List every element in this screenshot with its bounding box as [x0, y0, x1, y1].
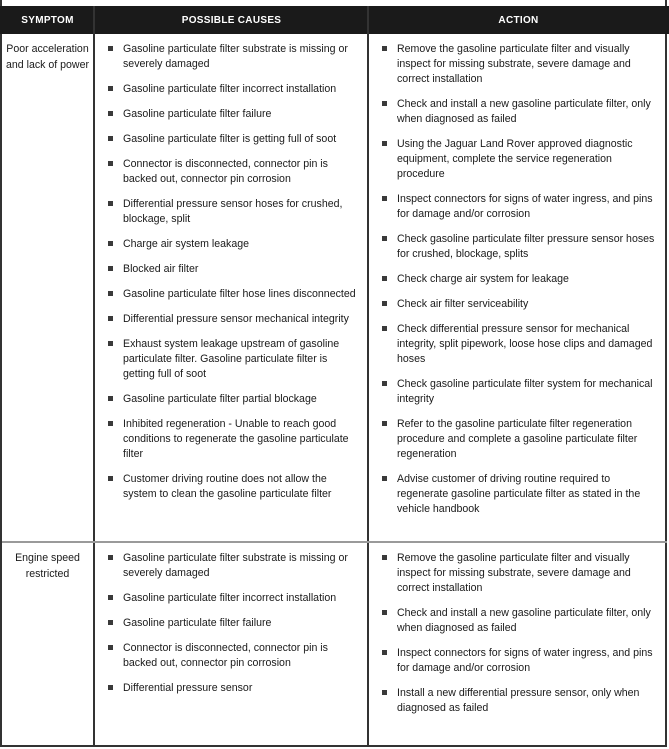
- action-item: [382, 377, 660, 407]
- action-text: Remove the gasoline particulate filter and visually inspect for missing substrate, severe damage and correct installation: [397, 552, 631, 594]
- action-item: [382, 137, 660, 182]
- cause-text: Inhibited regeneration - Unable to reach good conditions to regenerate the gasoline particulate filter: [123, 418, 349, 460]
- cause-text: Differential pressure sensor hoses for crushed, blockage, split: [123, 198, 343, 225]
- action-item: [382, 472, 660, 517]
- cause-item: [108, 107, 360, 122]
- action-text: Check gasoline particulate filter system for mechanical integrity: [397, 378, 653, 405]
- action-text: Inspect connectors for signs of water ingress, and pins for damage and/or corrosion: [397, 647, 653, 674]
- action-item: [382, 322, 660, 367]
- header-action: ACTION: [498, 14, 539, 26]
- bullet-icon: [108, 620, 113, 625]
- bullet-icon: [382, 301, 387, 306]
- bullet-icon: [382, 650, 387, 655]
- action-item: [382, 272, 660, 287]
- action-text: Check differential pressure sensor for mechanical integrity, split pipework, loose hose clips and damaged hoses: [397, 323, 653, 365]
- cause-item: [108, 42, 360, 72]
- action-text: Inspect connectors for signs of water ingress, and pins for damage and/or corrosion: [397, 193, 653, 220]
- action-item: [382, 42, 660, 87]
- bullet-icon: [108, 341, 113, 346]
- bullet-icon: [108, 136, 113, 141]
- cause-item: [108, 417, 360, 462]
- bullet-icon: [382, 101, 387, 106]
- cause-item: [108, 681, 360, 696]
- cause-text: Differential pressure sensor: [123, 682, 253, 694]
- cause-text: Gasoline particulate filter failure: [123, 617, 272, 629]
- cause-text: Charge air system leakage: [123, 238, 250, 250]
- bullet-icon: [108, 46, 113, 51]
- cause-item: [108, 287, 360, 302]
- bullet-icon: [108, 86, 113, 91]
- cause-text: Gasoline particulate filter substrate is missing or severely damaged: [123, 43, 348, 70]
- actions-list: [382, 551, 660, 726]
- cause-item: [108, 472, 360, 502]
- action-item: [382, 686, 660, 716]
- header-possible-causes: POSSIBLE CAUSES: [181, 14, 282, 26]
- action-item: [382, 606, 660, 636]
- actions-list: [382, 42, 660, 527]
- action-text: Check charge air system for leakage: [397, 273, 569, 285]
- cause-text: Blocked air filter: [123, 263, 199, 275]
- cause-text: Gasoline particulate filter incorrect installation: [123, 83, 337, 95]
- action-text: Check gasoline particulate filter pressure sensor hoses for crushed, blockage, splits: [397, 233, 655, 260]
- bullet-icon: [108, 421, 113, 426]
- action-item: [382, 297, 660, 312]
- action-text: Remove the gasoline particulate filter and visually inspect for missing substrate, severe damage and correct installation: [397, 43, 631, 85]
- cause-item: [108, 82, 360, 97]
- cause-text: Gasoline particulate filter failure: [123, 108, 272, 120]
- action-text: Using the Jaguar Land Rover approved diagnostic equipment, complete the service regeneration procedure: [397, 138, 633, 180]
- bullet-icon: [382, 196, 387, 201]
- cause-text: Connector is disconnected, connector pin is backed out, connector pin corrosion: [123, 642, 328, 669]
- bullet-icon: [108, 111, 113, 116]
- cause-text: Gasoline particulate filter incorrect installation: [123, 592, 337, 604]
- bullet-icon: [382, 690, 387, 695]
- cause-text: Gasoline particulate filter partial blockage: [123, 393, 317, 405]
- action-item: [382, 551, 660, 596]
- cause-text: Differential pressure sensor mechanical integrity: [123, 313, 349, 325]
- bullet-icon: [382, 46, 387, 51]
- action-item: [382, 232, 660, 262]
- cause-text: Connector is disconnected, connector pin is backed out, connector pin corrosion: [123, 158, 328, 185]
- bullet-icon: [108, 291, 113, 296]
- cause-item: [108, 591, 360, 606]
- header-symptom: SYMPTOM: [21, 14, 74, 26]
- cause-item: [108, 337, 360, 382]
- bullet-icon: [108, 476, 113, 481]
- bullet-icon: [382, 555, 387, 560]
- action-item: [382, 417, 660, 462]
- bullet-icon: [108, 396, 113, 401]
- action-text: Check and install a new gasoline particulate filter, only when diagnosed as failed: [397, 607, 651, 634]
- symptom-cell: Poor acceleration and lack of power: [5, 43, 90, 71]
- cause-item: [108, 392, 360, 407]
- action-item: [382, 192, 660, 222]
- causes-list: [108, 551, 360, 706]
- bullet-icon: [382, 236, 387, 241]
- action-item: [382, 97, 660, 127]
- action-text: Refer to the gasoline particulate filter regeneration procedure and complete a gasoline particulate filter regeneration: [397, 418, 638, 460]
- action-text: Advise customer of driving routine required to regenerate gasoline particulate filter as stated in the vehicle handbook: [397, 473, 641, 515]
- bullet-icon: [108, 595, 113, 600]
- bullet-icon: [108, 266, 113, 271]
- action-text: Install a new differential pressure sensor, only when diagnosed as failed: [397, 687, 640, 714]
- cause-item: [108, 551, 360, 581]
- action-item: [382, 646, 660, 676]
- action-text: Check air filter serviceability: [397, 298, 529, 310]
- cause-item: [108, 132, 360, 147]
- cause-text: Customer driving routine does not allow the system to clean the gasoline particulate filter: [123, 473, 332, 500]
- cause-item: [108, 312, 360, 327]
- bullet-icon: [108, 161, 113, 166]
- cause-item: [108, 616, 360, 631]
- symptom-cell: Engine speed restricted: [15, 552, 80, 580]
- bullet-icon: [382, 421, 387, 426]
- bullet-icon: [108, 201, 113, 206]
- bullet-icon: [382, 610, 387, 615]
- cause-item: [108, 197, 360, 227]
- cause-item: [108, 237, 360, 252]
- cause-item: [108, 641, 360, 671]
- bullet-icon: [108, 685, 113, 690]
- cause-item: [108, 262, 360, 277]
- bullet-icon: [382, 326, 387, 331]
- column-divider: [93, 6, 95, 747]
- action-text: Check and install a new gasoline particulate filter, only when diagnosed as failed: [397, 98, 651, 125]
- cause-text: Exhaust system leakage upstream of gasoline particulate filter. Gasoline particulate filter is getting full of soot: [123, 338, 340, 380]
- bullet-icon: [382, 276, 387, 281]
- cause-text: Gasoline particulate filter is getting full of soot: [123, 133, 337, 145]
- cause-item: [108, 157, 360, 187]
- bullet-icon: [108, 555, 113, 560]
- causes-list: [108, 42, 360, 512]
- bullet-icon: [108, 316, 113, 321]
- bullet-icon: [108, 645, 113, 650]
- column-divider: [367, 6, 369, 747]
- row-divider: [2, 541, 667, 543]
- cause-text: Gasoline particulate filter substrate is missing or severely damaged: [123, 552, 348, 579]
- bullet-icon: [382, 381, 387, 386]
- cause-text: Gasoline particulate filter hose lines disconnected: [123, 288, 356, 300]
- bullet-icon: [382, 476, 387, 481]
- bullet-icon: [382, 141, 387, 146]
- bullet-icon: [108, 241, 113, 246]
